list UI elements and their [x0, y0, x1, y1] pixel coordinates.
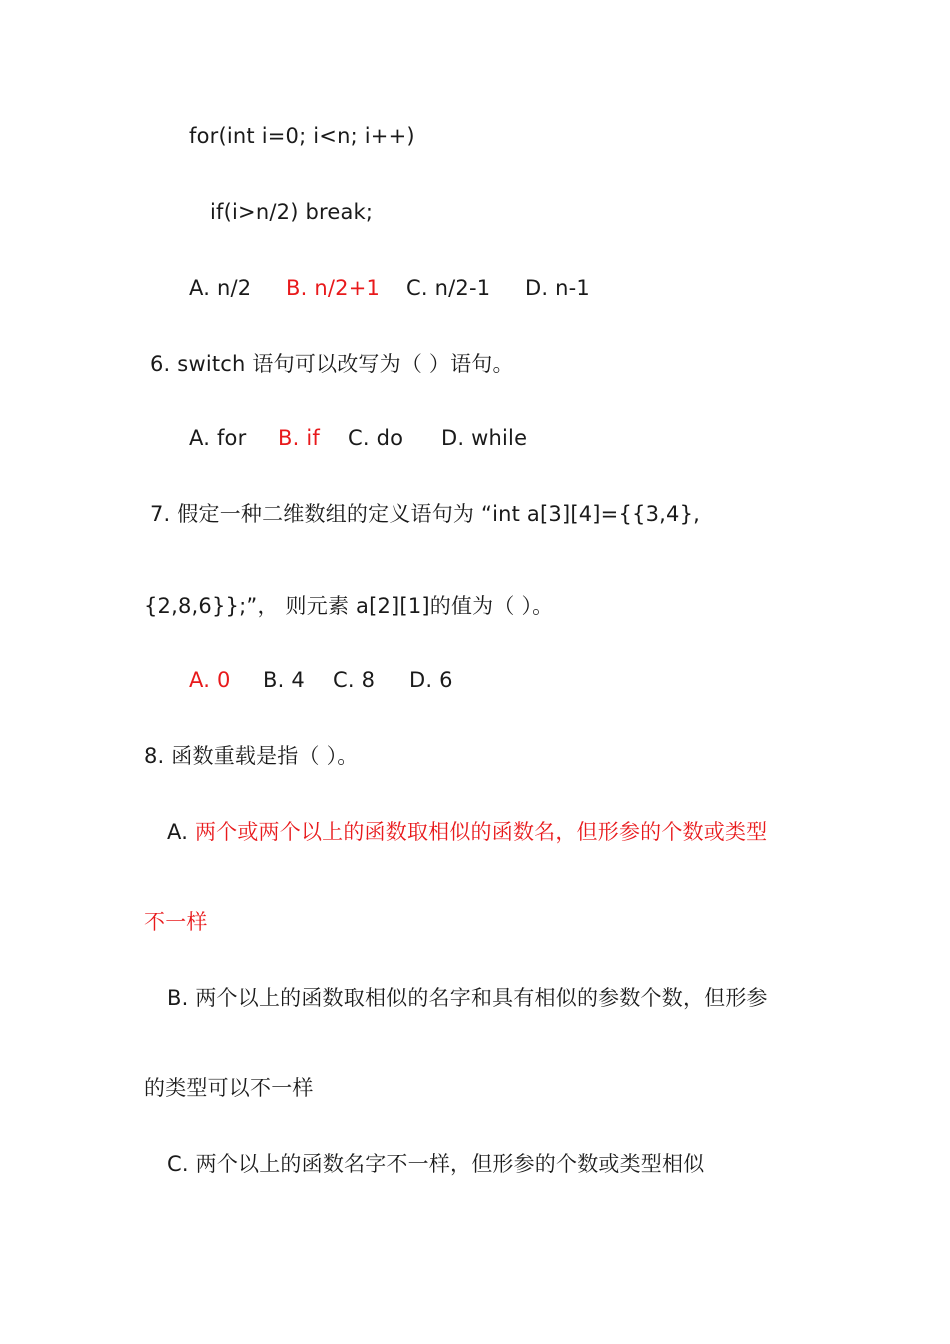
q7-option-b: B. 4 — [263, 668, 305, 692]
q6-stem: 6. switch 语句可以改写为（ ）语句。 — [150, 352, 514, 376]
q8-option-a-label: A. — [167, 820, 195, 844]
code-line-if: if(i>n/2) break; — [210, 200, 374, 224]
q8-option-c-line1: C. 两个以上的函数名字不一样，但形参的个数或类型相似 — [167, 1152, 705, 1176]
q8-option-a-text: 两个或两个以上的函数取相似的函数名，但形参的个数或类型 — [194, 820, 768, 844]
q7-option-a: A. 0 — [189, 668, 231, 692]
q6-option-b: B. if — [278, 426, 320, 450]
q8-option-b-line1: B. 两个以上的函数取相似的名字和具有相似的参数个数，但形参 — [167, 986, 768, 1010]
q5-option-c: C. n/2-1 — [406, 276, 491, 300]
q6-option-a: A. for — [189, 426, 247, 450]
q8-option-a-line1 — [167, 818, 767, 846]
q7-option-c: C. 8 — [333, 668, 376, 692]
q7-stem-line1: 7. 假定一种二维数组的定义语句为 “int a[3][4]={{3,4}, — [150, 502, 701, 526]
code-line-for: for(int i=0; i<n; i++) — [189, 124, 415, 148]
q8-stem: 8. 函数重载是指（ ）。 — [144, 744, 359, 768]
q5-option-a: A. n/2 — [189, 276, 252, 300]
q8-option-b-line2: 的类型可以不一样 — [144, 1076, 314, 1100]
q8-option-a-line2: 不一样 — [144, 910, 208, 934]
q7-stem-line2: {2,8,6}};”， 则元素 a[2][1]的值为（ ）。 — [144, 594, 554, 618]
q6-option-c: C. do — [348, 426, 404, 450]
q5-option-d: D. n-1 — [525, 276, 590, 300]
q5-option-b: B. n/2+1 — [286, 276, 381, 300]
q7-option-d: D. 6 — [409, 668, 453, 692]
q6-option-d: D. while — [441, 426, 528, 450]
